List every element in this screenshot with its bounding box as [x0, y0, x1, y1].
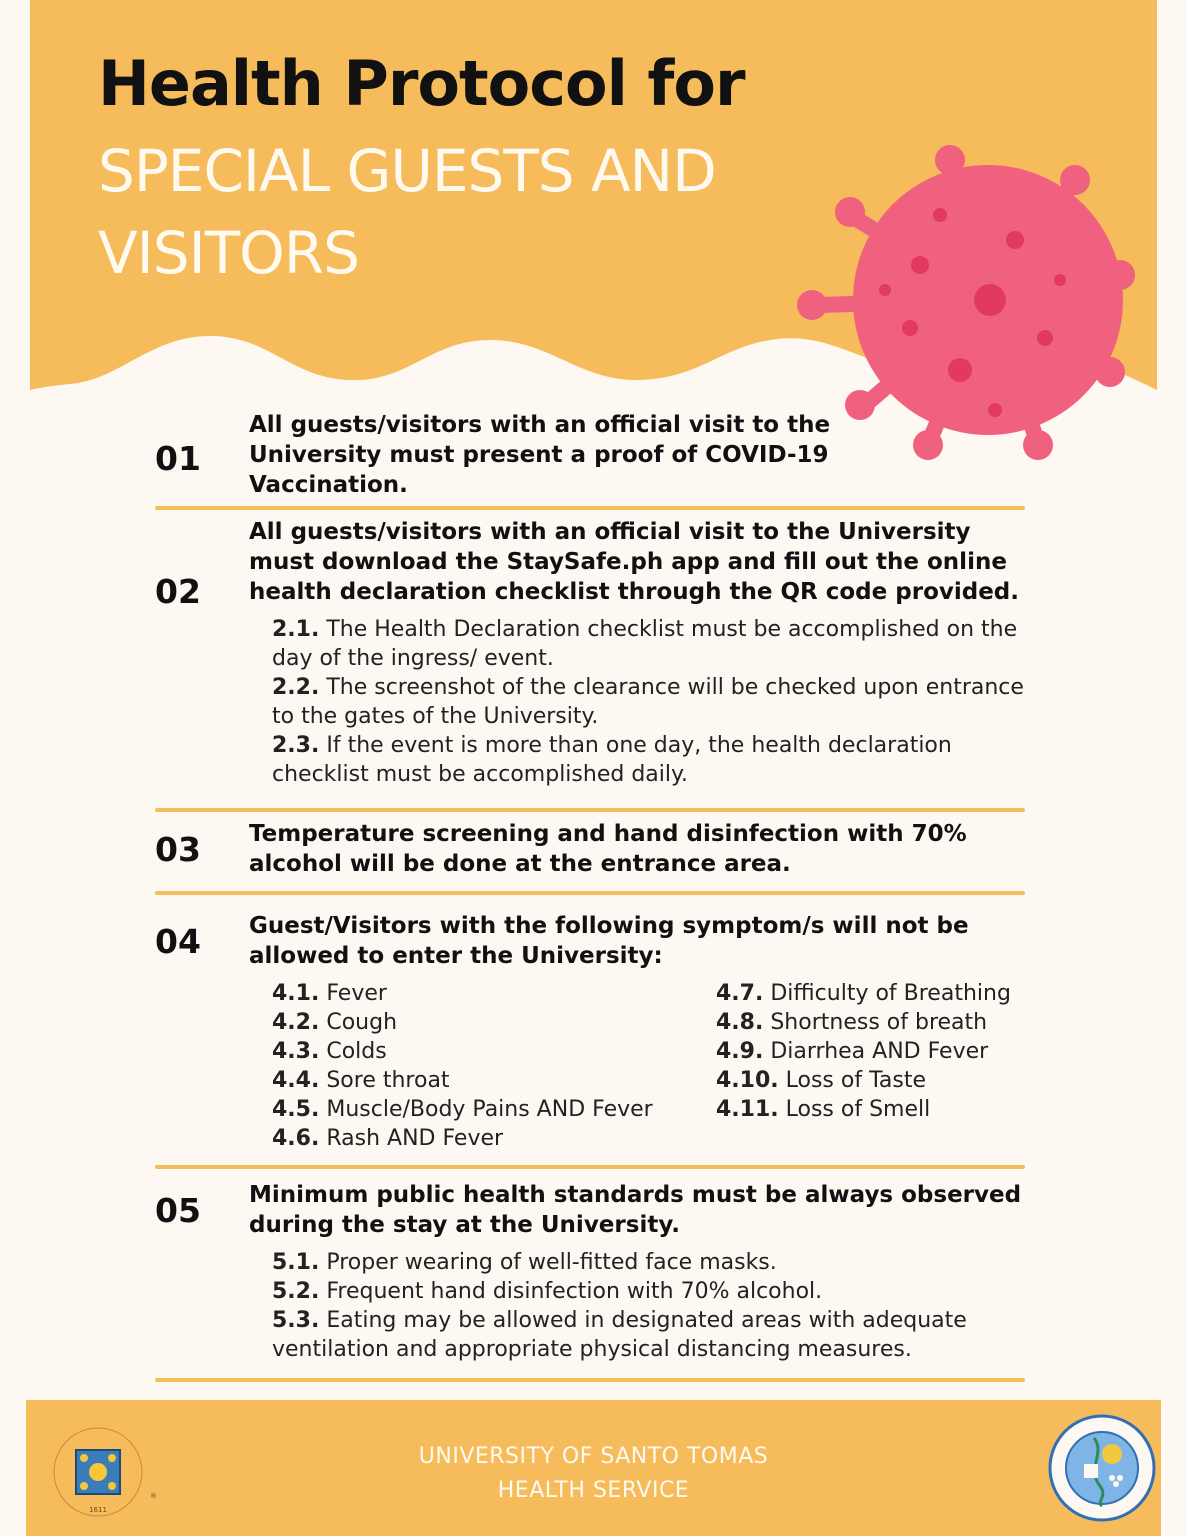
- sub-item-list: [272, 1248, 1062, 1364]
- sub-item: 2.1. The Health Declaration checklist must be accomplished on the day of the ingress/ event.: [272, 617, 1018, 671]
- page-title: Health Protocol for: [98, 47, 745, 120]
- divider: [155, 506, 1025, 510]
- footer-line-1: UNIVERSITY OF SANTO TOMAS: [418, 1444, 769, 1469]
- symptom-item: 4.8. Shortness of breath: [716, 1010, 988, 1035]
- symptom-list-left: [272, 979, 712, 1153]
- symptom-item: 4.10. Loss of Taste: [716, 1068, 926, 1093]
- sub-item: 2.3. If the event is more than one day, the health declaration checklist must be accomplished daily.: [272, 733, 952, 787]
- sub-item: 2.2. The screenshot of the clearance will be checked upon entrance to the gates of the University.: [272, 675, 1024, 729]
- symptom-item: 4.11. Loss of Smell: [716, 1097, 931, 1122]
- protocol-item-05: [155, 1180, 1025, 1375]
- item-number: 05: [155, 1191, 201, 1230]
- divider: [155, 891, 1025, 895]
- protocol-item-01: [155, 410, 1025, 505]
- symptom-item: 4.6. Rash AND Fever: [272, 1126, 504, 1151]
- symptom-item: 4.2. Cough: [272, 1010, 398, 1035]
- footer-line-2: HEALTH SERVICE: [497, 1478, 690, 1503]
- item-lead-text: Temperature screening and hand disinfection with 70% alcohol will be done at the entrance area.: [249, 821, 967, 877]
- divider: [155, 808, 1025, 812]
- symptom-item: 4.4. Sore throat: [272, 1068, 450, 1093]
- protocol-item-02: [155, 517, 1025, 807]
- svg-text:®: ®: [150, 1492, 157, 1500]
- footer-banner: [26, 1400, 1161, 1536]
- page-subtitle: SPECIAL GUESTS AND VISITORS: [98, 137, 716, 288]
- symptom-item: 4.5. Muscle/Body Pains AND Fever: [272, 1097, 653, 1122]
- sub-item-list: [272, 615, 1042, 789]
- protocol-item-03: [155, 819, 1025, 889]
- footer-title: [26, 1440, 1161, 1508]
- ust-health-service-seal-icon: [1046, 1408, 1158, 1526]
- symptom-item: 4.9. Diarrhea AND Fever: [716, 1039, 989, 1064]
- item-number: 02: [155, 572, 201, 611]
- item-number: 04: [155, 922, 201, 961]
- sub-item: 5.1. Proper wearing of well-fitted face masks.: [272, 1250, 777, 1275]
- divider: [155, 1378, 1025, 1382]
- symptom-list-right: [716, 979, 1046, 1124]
- symptom-item: 4.3. Colds: [272, 1039, 387, 1064]
- item-lead-text: Minimum public health standards must be always observed during the stay at the University.: [249, 1182, 1022, 1238]
- item-lead-text: Guest/Visitors with the following symptom/s will not be allowed to enter the University:: [249, 913, 969, 969]
- protocol-item-04: [155, 911, 1025, 1161]
- item-number: 01: [155, 439, 201, 478]
- symptom-item: 4.7. Difficulty of Breathing: [716, 981, 1011, 1006]
- item-lead-text: All guests/visitors with an official visit to the University must download the StaySafe.ph app and fill out the online health declaration checklist through the QR code provided.: [249, 519, 1020, 605]
- item-number: 03: [155, 830, 201, 869]
- divider: [155, 1165, 1025, 1169]
- sub-item: 5.2. Frequent hand disinfection with 70% alcohol.: [272, 1279, 823, 1304]
- sub-item: 5.3. Eating may be allowed in designated areas with adequate ventilation and appropriate physical distancing measures.: [272, 1308, 967, 1362]
- svg-text:1611: 1611: [89, 1506, 107, 1514]
- symptom-item: 4.1. Fever: [272, 981, 387, 1006]
- item-lead-text: All guests/visitors with an official visit to the University must present a proof of COVID-19 Vaccination.: [249, 412, 831, 498]
